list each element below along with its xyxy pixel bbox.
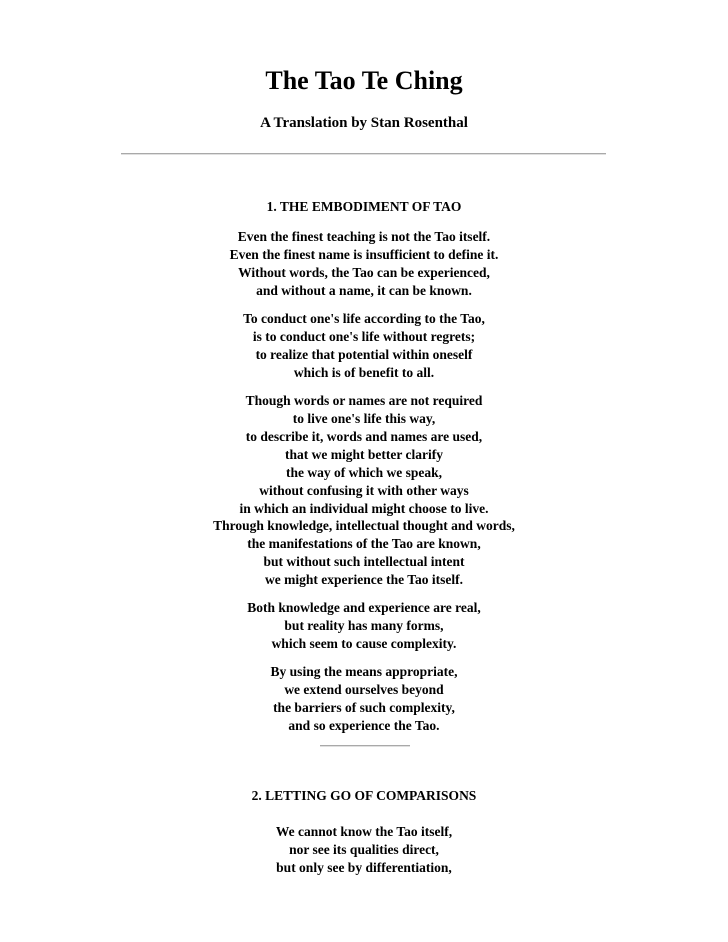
section-divider [320, 745, 410, 747]
verse-line: Even the finest name is insufficient to define it. [229, 247, 499, 262]
verse-line: Even the finest teaching is not the Tao itself. [237, 229, 491, 244]
verse-line: Though words or names are not required [245, 393, 483, 408]
verse-line: in which an individual might choose to live. [239, 501, 489, 516]
document-subtitle: A Translation by Stan Rosenthal [260, 115, 468, 131]
stanza [0, 310, 728, 382]
verse-line: which seem to cause complexity. [271, 636, 457, 651]
chapter-heading: 2. LETTING GO OF COMPARISONS [251, 788, 477, 803]
verse-line: the way of which we speak, [285, 465, 442, 480]
verse-line: nor see its qualities direct, [289, 842, 439, 857]
verse-line: and without a name, it can be known. [256, 283, 472, 298]
stanza [0, 663, 728, 735]
stanza [0, 392, 728, 518]
verse-line: We cannot know the Tao itself, [275, 824, 453, 839]
verse-line: is to conduct one's life without regrets; [252, 329, 476, 344]
document-title: The Tao Te Ching [265, 66, 463, 95]
stanza [0, 517, 728, 589]
verse-line: the barriers of such complexity, [273, 700, 455, 715]
verse-line: Through knowledge, intellectual thought and words, [213, 518, 515, 533]
verse-line: but without such intellectual intent [263, 554, 465, 569]
verse-line: and so experience the Tao. [288, 718, 440, 733]
stanza [0, 228, 728, 300]
verse-line: the manifestations of the Tao are known, [247, 536, 481, 551]
verse-line: we might experience the Tao itself. [265, 572, 463, 587]
verse-line: we extend ourselves beyond [284, 682, 444, 697]
verse-line: By using the means appropriate, [270, 664, 458, 679]
verse-line: to realize that potential within oneself [255, 347, 473, 362]
verse-line: but reality has many forms, [284, 618, 444, 633]
verse-line: to live one's life this way, [292, 411, 436, 426]
verse-line: Both knowledge and experience are real, [247, 600, 481, 615]
verse-line: without confusing it with other ways [259, 483, 469, 498]
stanza [0, 599, 728, 653]
verse-line: that we might better clarify [285, 447, 443, 462]
verse-line: but only see by differentiation, [276, 860, 452, 875]
horizontal-rule [121, 153, 606, 155]
verse-line: to describe it, words and names are used, [245, 429, 483, 444]
stanza [0, 823, 728, 877]
verse-line: To conduct one's life according to the Tao, [243, 311, 485, 326]
chapter-heading: 1. THE EMBODIMENT OF TAO [266, 199, 462, 214]
verse-line: which is of benefit to all. [293, 365, 435, 380]
verse-line: Without words, the Tao can be experienced, [238, 265, 490, 280]
